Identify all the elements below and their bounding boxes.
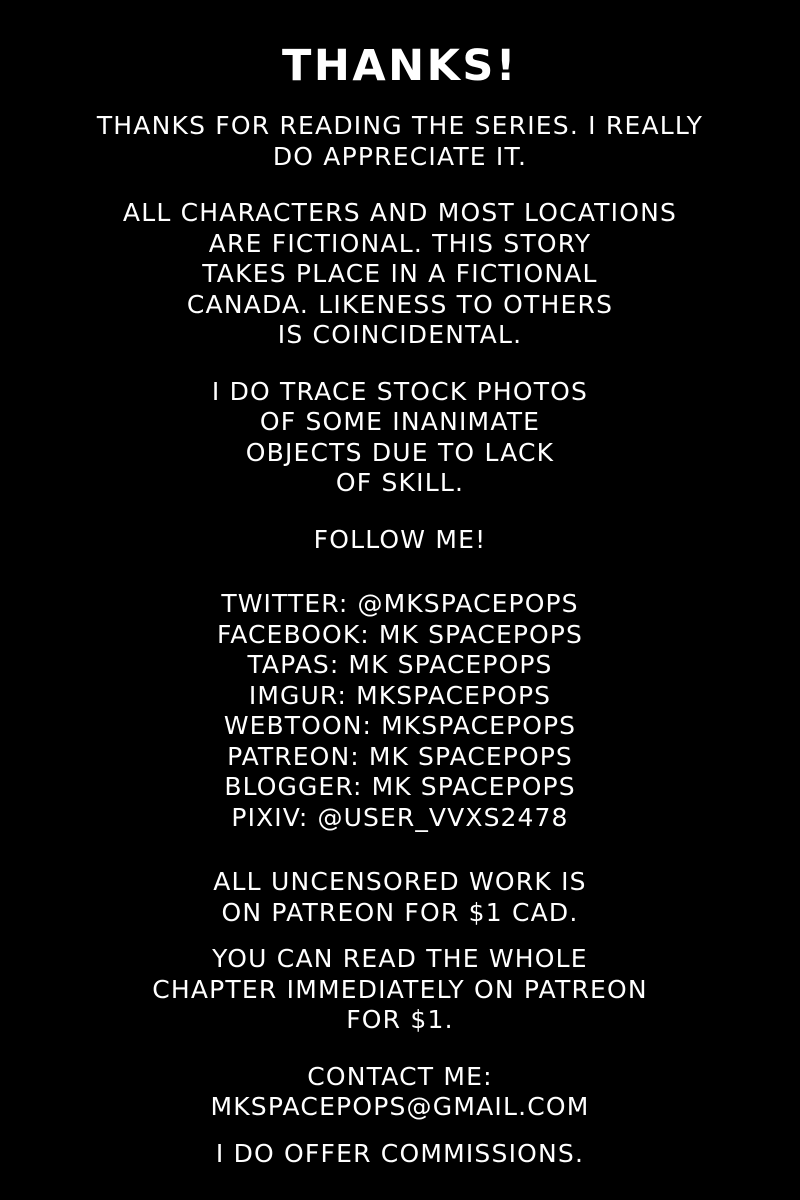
intro-line-2: DO APPRECIATE IT. (272, 141, 528, 171)
early-access-line-1: YOU CAN READ THE WHOLE (212, 944, 588, 974)
social-link-webtoon[interactable]: WEBTOON: MKSPACEPOPS (223, 711, 577, 741)
disclaimer-text (123, 198, 677, 351)
early-access-line-3: FOR $1. (346, 1005, 454, 1035)
early-access-text (152, 944, 648, 1036)
intro-line-1: THANKS FOR READING THE SERIES. I REALLY (96, 111, 704, 141)
disclaimer-line-1: ALL CHARACTERS AND MOST LOCATIONS (122, 198, 678, 228)
contact-email[interactable]: MKSPACEPOPS@GMAIL.COM (210, 1092, 590, 1122)
commissions-text (216, 1139, 584, 1170)
early-access-line-2: CHAPTER IMMEDIATELY ON PATREON (152, 974, 648, 1004)
stock-photos-line-4: OF SKILL. (335, 468, 465, 498)
uncensored-text (213, 867, 587, 928)
stock-photos-text (212, 377, 588, 499)
contact-label: CONTACT ME: (307, 1061, 493, 1091)
uncensored-line-1: ALL UNCENSORED WORK IS (213, 867, 587, 897)
follow-me-line: FOLLOW ME! (313, 524, 487, 554)
page-title: THANKS! (282, 41, 518, 91)
intro-text (97, 111, 703, 172)
social-link-tapas[interactable]: TAPAS: MK SPACEPOPS (247, 650, 553, 680)
social-link-pixiv[interactable]: PIXIV: @USER_VVXS2478 (231, 802, 569, 832)
social-link-twitter[interactable]: TWITTER: @MKSPACEPOPS (221, 589, 579, 619)
social-link-patreon[interactable]: PATREON: MK SPACEPOPS (227, 741, 573, 771)
disclaimer-line-4: CANADA. LIKENESS TO OTHERS (186, 289, 614, 319)
disclaimer-line-5: IS COINCIDENTAL. (277, 320, 523, 350)
disclaimer-line-3: TAKES PLACE IN A FICTIONAL (202, 259, 598, 289)
follow-me-heading (314, 525, 487, 556)
stock-photos-line-1: I DO TRACE STOCK PHOTOS (211, 376, 589, 406)
disclaimer-line-2: ARE FICTIONAL. THIS STORY (208, 228, 592, 258)
commissions-line: I DO OFFER COMMISSIONS. (215, 1138, 585, 1168)
stock-photos-line-2: OF SOME INANIMATE (259, 407, 541, 437)
social-link-blogger[interactable]: BLOGGER: MK SPACEPOPS (224, 772, 576, 802)
contact-text (210, 1062, 589, 1123)
uncensored-line-2: ON PATREON FOR $1 CAD. (221, 897, 579, 927)
social-links-list (217, 589, 583, 833)
social-link-facebook[interactable]: FACEBOOK: MK SPACEPOPS (217, 619, 583, 649)
stock-photos-line-3: OBJECTS DUE TO LACK (245, 437, 555, 467)
social-link-imgur[interactable]: IMGUR: MKSPACEPOPS (248, 680, 552, 710)
